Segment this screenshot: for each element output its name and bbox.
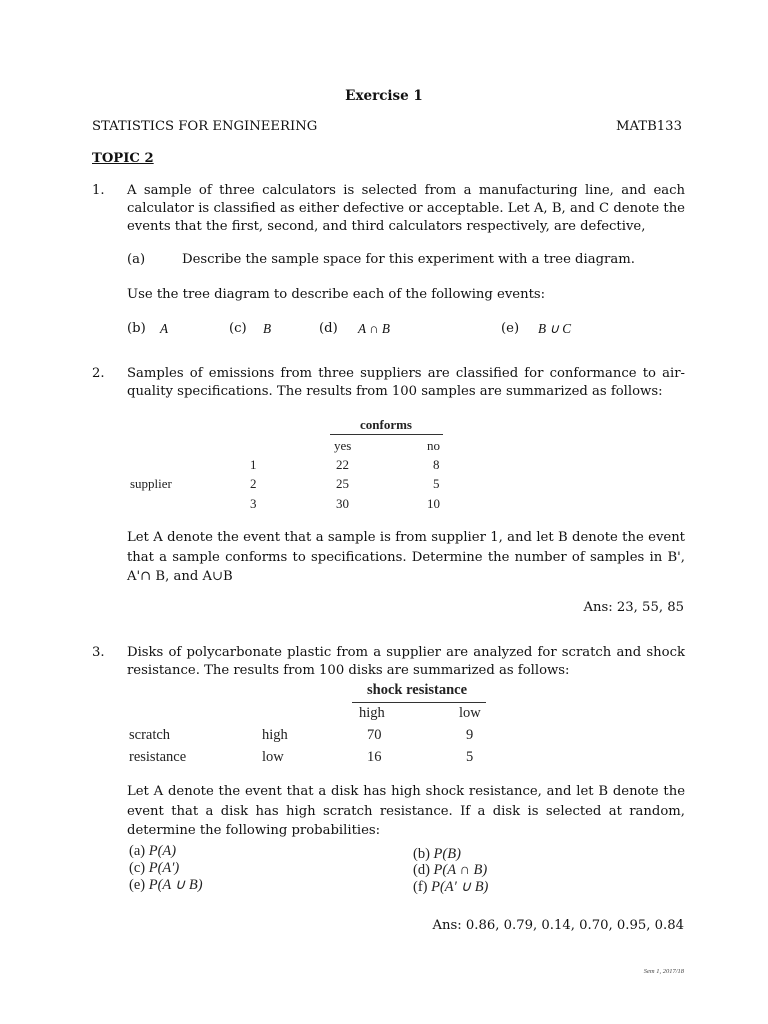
- q3-table-row-2-low: 5: [466, 749, 474, 765]
- q2-table-row-3-yes: 30: [336, 496, 349, 511]
- q3-prob-c-label: (c): [129, 860, 146, 876]
- q3-answer: Ans: 0.86, 0.79, 0.14, 0.70, 0.95, 0.84: [432, 918, 684, 933]
- q3-prob-b-label: (b): [413, 846, 430, 862]
- q3-table-col-low: low: [459, 705, 481, 721]
- q1-event-d-expr: A ∩ B: [358, 321, 390, 336]
- exercise-title: Exercise 1: [345, 88, 423, 104]
- q3-table-group-header: shock resistance: [367, 682, 468, 698]
- q3-prob-f-label: (f): [413, 879, 428, 895]
- q2-table-col-yes: yes: [334, 438, 352, 453]
- q2-table-row-2-id: 2: [250, 476, 257, 491]
- q2-table-header-rule: [330, 434, 443, 435]
- q2-table-row-3-no: 10: [427, 496, 440, 511]
- q2-table-row-3-id: 3: [250, 496, 257, 511]
- q3-prob-d: [413, 862, 487, 879]
- q3-prob-e-expr: P(A ∪ B): [148, 877, 203, 893]
- q3-table-row-1-high: 70: [367, 727, 382, 743]
- q3-prob-d-label: (d): [413, 862, 430, 878]
- q2-table-group-header: conforms: [360, 417, 412, 432]
- q3-follow-text: Let A denote the event that a disk has high shock resistance, and let B denote the event that a disk has high scratch resistance. If a disk is selected at random, determine the following probabilities:: [127, 784, 685, 838]
- q1-event-b-expr: A: [160, 321, 169, 336]
- q1-event-d-label: (d): [319, 321, 338, 336]
- q3-prob-c: [129, 860, 179, 877]
- q2-table-col-no: no: [427, 438, 440, 453]
- q1-event-c-label: (c): [229, 321, 247, 336]
- q3-prob-d-expr: P(A ∩ B): [433, 862, 488, 878]
- topic-heading: TOPIC 2: [92, 151, 154, 166]
- q3-table-col-high: high: [359, 705, 385, 721]
- q1-part-a-text: Describe the sample space for this experiment with a tree diagram.: [182, 252, 635, 267]
- q2-table-row-label: supplier: [130, 476, 172, 491]
- q1-event-b-label: (b): [127, 321, 146, 336]
- q3-prob-b-expr: P(B): [433, 846, 461, 862]
- q3-table-row-2-level: low: [262, 749, 284, 765]
- q3-prob-a-label: (a): [129, 843, 146, 859]
- q3-prob-a: [129, 843, 176, 860]
- q2-table-row-1-yes: 22: [336, 457, 349, 472]
- q3-prob-f: [413, 879, 488, 896]
- q3-text: Disks of polycarbonate plastic from a supplier are analyzed for scratch and shock resistance. The results from 100 disks are summarized as follows:: [127, 645, 685, 678]
- q3-prob-c-expr: P(A′): [148, 860, 180, 876]
- q3-prob-f-expr: P(A′ ∪ B): [431, 879, 489, 895]
- q1-number: 1.: [92, 183, 105, 198]
- q3-prob-b: [413, 846, 461, 863]
- q3-table-row-1-level: high: [262, 727, 288, 743]
- q2-number: 2.: [92, 366, 105, 381]
- q2-table-row-2-yes: 25: [336, 476, 349, 491]
- q3-table-row-label-1: scratch: [129, 727, 171, 743]
- q1-event-e-expr: B ∪ C: [538, 321, 572, 336]
- q3-table-row-label-2: resistance: [129, 749, 187, 765]
- q2-answer: Ans: 23, 55, 85: [583, 600, 684, 615]
- q2-table-row-1-no: 8: [433, 457, 440, 472]
- q3-number: 3.: [92, 645, 105, 660]
- course-name: STATISTICS FOR ENGINEERING: [92, 119, 318, 134]
- q3-table-row-1-low: 9: [466, 727, 474, 743]
- course-code: MATB133: [616, 119, 682, 134]
- q2-table-row-1-id: 1: [250, 457, 257, 472]
- q1-instruction: Use the tree diagram to describe each of the following events:: [127, 287, 546, 302]
- q3-prob-e: [129, 877, 203, 894]
- q3-table-header-rule: [352, 702, 486, 703]
- q1-text: A sample of three calculators is selected from a manufacturing line, and each calculator is classified as either defective or acceptable. Let A, B, and C denote the events that the first, second, and third calculators respectively, are defective,: [127, 183, 685, 234]
- q1-event-c-expr: B: [263, 321, 272, 336]
- q2-table-row-2-no: 5: [433, 476, 440, 491]
- q2-text: Samples of emissions from three suppliers are classified for conformance to air-quality specifications. The results from 100 samples are summarized as follows:: [127, 366, 685, 399]
- q3-table-row-2-high: 16: [367, 749, 382, 765]
- q1-event-e-label: (e): [501, 321, 520, 336]
- q1-part-a-label: (a): [127, 252, 146, 267]
- q3-prob-e-label: (e): [129, 877, 146, 893]
- q3-prob-a-expr: P(A): [148, 843, 177, 859]
- footer-semester: Sem 1, 2017/18: [643, 968, 684, 975]
- q2-follow-text: Let A denote the event that a sample is from supplier 1, and let B denote the event that a sample conforms to specifications. Determine the number of samples in B', A'∩ B, and A∪B: [127, 530, 685, 584]
